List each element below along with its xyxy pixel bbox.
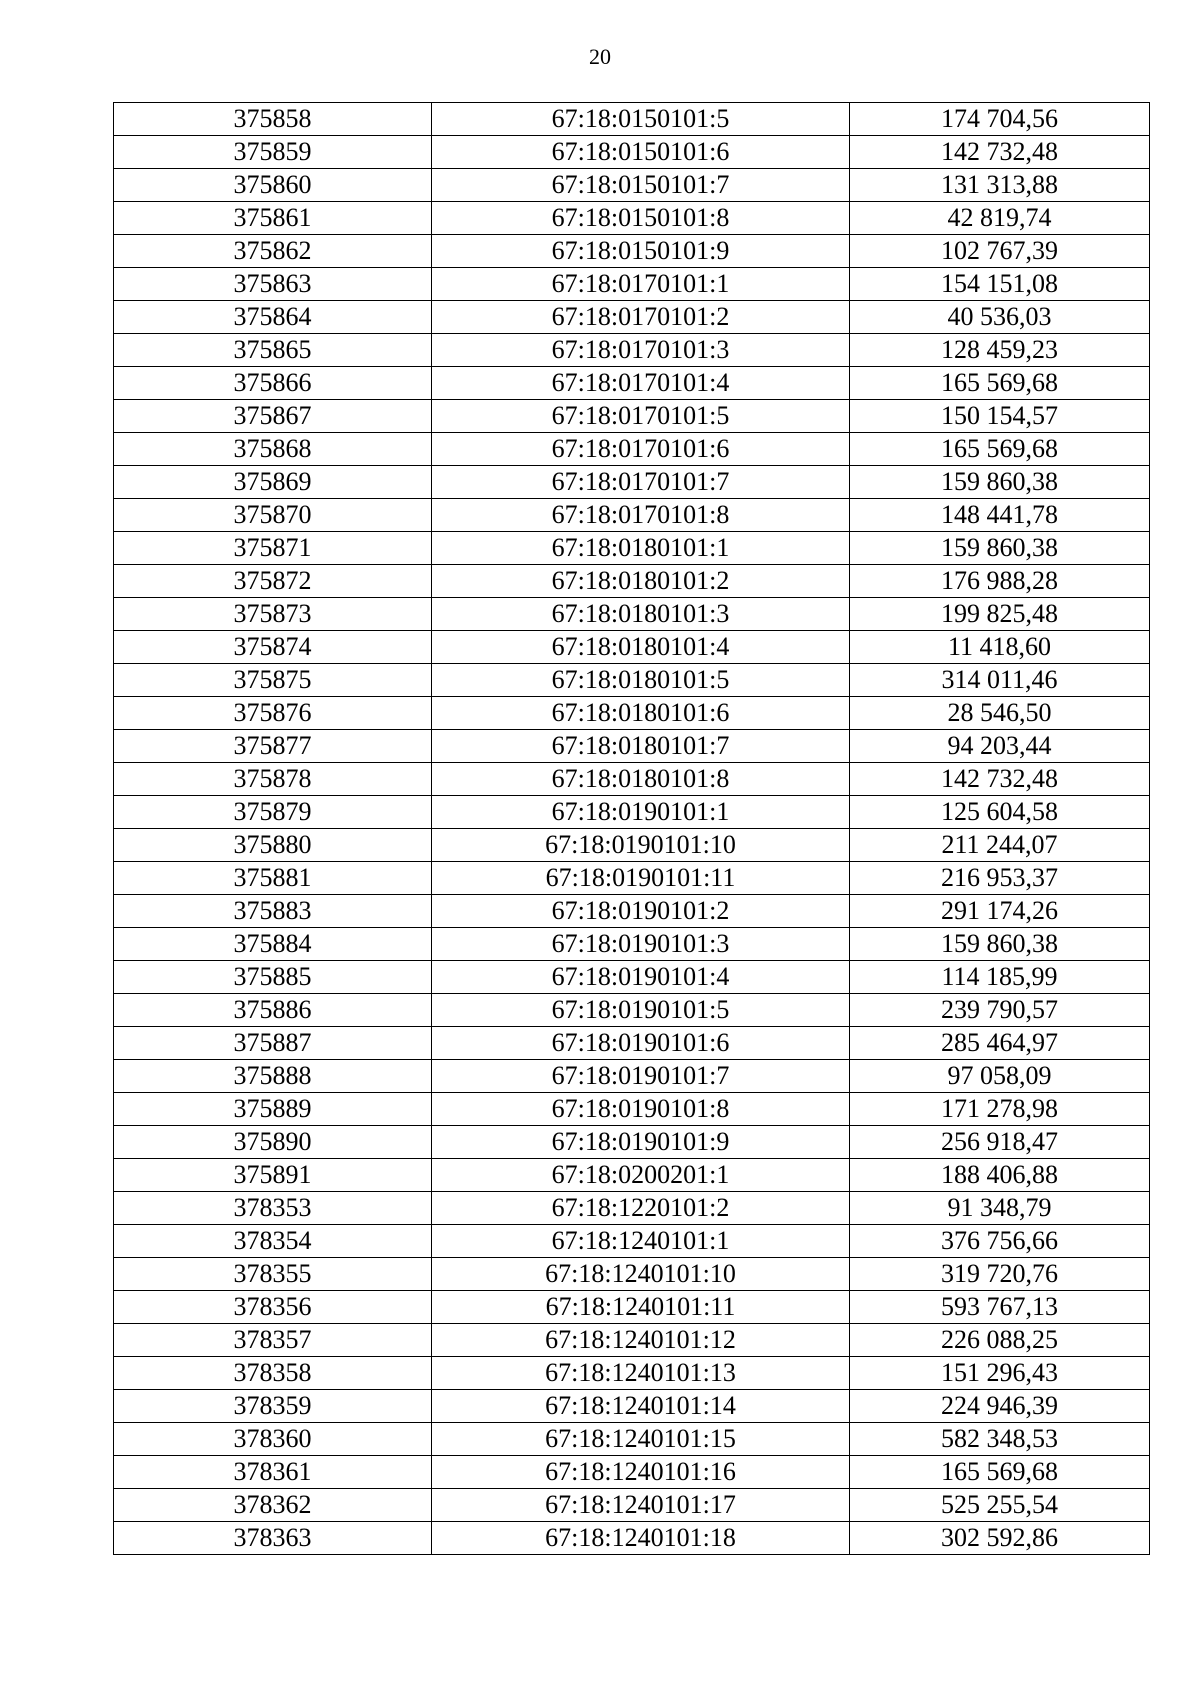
page-number: 20 (589, 44, 611, 69)
cadastral-number-cell: 67:18:0190101:6 (432, 1027, 850, 1060)
record-number-cell: 378362 (114, 1489, 432, 1522)
table-row (114, 235, 1150, 268)
record-number-cell: 378357 (114, 1324, 432, 1357)
record-number-cell: 375863 (114, 268, 432, 301)
record-number-cell: 375874 (114, 631, 432, 664)
cadastral-number-cell: 67:18:0190101:4 (432, 961, 850, 994)
record-number-cell: 375860 (114, 169, 432, 202)
table-row (114, 994, 1150, 1027)
record-number-cell: 375889 (114, 1093, 432, 1126)
cadastral-value-cell: 525 255,54 (850, 1489, 1150, 1522)
cadastral-value-cell: 199 825,48 (850, 598, 1150, 631)
cadastral-number-cell: 67:18:1220101:2 (432, 1192, 850, 1225)
record-number-cell: 375866 (114, 367, 432, 400)
cadastral-number-cell: 67:18:0190101:11 (432, 862, 850, 895)
record-number-cell: 375885 (114, 961, 432, 994)
cadastral-number-cell: 67:18:0150101:9 (432, 235, 850, 268)
table-row (114, 796, 1150, 829)
cadastral-value-cell: 150 154,57 (850, 400, 1150, 433)
table-row (114, 565, 1150, 598)
record-number-cell: 375883 (114, 895, 432, 928)
cadastral-value-cell: 142 732,48 (850, 763, 1150, 796)
cadastral-value-cell: 42 819,74 (850, 202, 1150, 235)
cadastral-value-cell: 582 348,53 (850, 1423, 1150, 1456)
table-row (114, 730, 1150, 763)
record-number-cell: 375876 (114, 697, 432, 730)
cadastral-value-cell: 159 860,38 (850, 466, 1150, 499)
cadastral-value-cell: 159 860,38 (850, 928, 1150, 961)
table-row (114, 1225, 1150, 1258)
cadastral-number-cell: 67:18:0150101:7 (432, 169, 850, 202)
cadastral-value-cell: 226 088,25 (850, 1324, 1150, 1357)
cadastral-value-cell: 302 592,86 (850, 1522, 1150, 1555)
record-number-cell: 375877 (114, 730, 432, 763)
cadastral-number-cell: 67:18:0190101:1 (432, 796, 850, 829)
cadastral-number-cell: 67:18:1240101:13 (432, 1357, 850, 1390)
cadastral-value-cell: 176 988,28 (850, 565, 1150, 598)
table-row (114, 961, 1150, 994)
record-number-cell: 378359 (114, 1390, 432, 1423)
cadastral-value-cell: 151 296,43 (850, 1357, 1150, 1390)
cadastral-number-cell: 67:18:1240101:16 (432, 1456, 850, 1489)
table-row (114, 1258, 1150, 1291)
cadastral-value-cell: 188 406,88 (850, 1159, 1150, 1192)
cadastral-number-cell: 67:18:0150101:6 (432, 136, 850, 169)
cadastral-number-cell: 67:18:0170101:3 (432, 334, 850, 367)
cadastral-value-cell: 165 569,68 (850, 367, 1150, 400)
table-row (114, 631, 1150, 664)
table-row (114, 1027, 1150, 1060)
record-number-cell: 375867 (114, 400, 432, 433)
record-number-cell: 378354 (114, 1225, 432, 1258)
table-row (114, 1357, 1150, 1390)
record-number-cell: 378361 (114, 1456, 432, 1489)
cadastral-value-cell: 291 174,26 (850, 895, 1150, 928)
table-row (114, 169, 1150, 202)
table-row (114, 862, 1150, 895)
table-row (114, 1159, 1150, 1192)
table-row (114, 1522, 1150, 1555)
table-row (114, 598, 1150, 631)
table-body (114, 103, 1150, 1555)
cadastral-value-cell: 256 918,47 (850, 1126, 1150, 1159)
cadastral-value-cell: 40 536,03 (850, 301, 1150, 334)
cadastral-value-cell: 125 604,58 (850, 796, 1150, 829)
cadastral-number-cell: 67:18:0170101:8 (432, 499, 850, 532)
table-row (114, 400, 1150, 433)
cadastral-value-cell: 159 860,38 (850, 532, 1150, 565)
table-row (114, 466, 1150, 499)
cadastral-value-cell: 91 348,79 (850, 1192, 1150, 1225)
table-row (114, 1423, 1150, 1456)
cadastral-value-cell: 224 946,39 (850, 1390, 1150, 1423)
table-row (114, 532, 1150, 565)
record-number-cell: 375858 (114, 103, 432, 136)
record-number-cell: 375881 (114, 862, 432, 895)
cadastral-number-cell: 67:18:0180101:1 (432, 532, 850, 565)
record-number-cell: 375888 (114, 1060, 432, 1093)
table-row (114, 829, 1150, 862)
cadastral-value-cell: 319 720,76 (850, 1258, 1150, 1291)
table-row (114, 1093, 1150, 1126)
table-row (114, 268, 1150, 301)
cadastral-value-cell: 128 459,23 (850, 334, 1150, 367)
table-row (114, 697, 1150, 730)
cadastral-number-cell: 67:18:1240101:1 (432, 1225, 850, 1258)
cadastral-number-cell: 67:18:1240101:12 (432, 1324, 850, 1357)
cadastral-number-cell: 67:18:0190101:7 (432, 1060, 850, 1093)
table-row (114, 895, 1150, 928)
cadastral-number-cell: 67:18:0190101:10 (432, 829, 850, 862)
record-number-cell: 375880 (114, 829, 432, 862)
cadastral-number-cell: 67:18:0180101:4 (432, 631, 850, 664)
table-row (114, 1489, 1150, 1522)
cadastral-number-cell: 67:18:0180101:6 (432, 697, 850, 730)
table-row (114, 499, 1150, 532)
record-number-cell: 375886 (114, 994, 432, 1027)
table-row (114, 301, 1150, 334)
record-number-cell: 378360 (114, 1423, 432, 1456)
cadastral-number-cell: 67:18:0170101:6 (432, 433, 850, 466)
cadastral-number-cell: 67:18:0170101:7 (432, 466, 850, 499)
table-row (114, 136, 1150, 169)
table-row (114, 202, 1150, 235)
cadastral-number-cell: 67:18:0190101:9 (432, 1126, 850, 1159)
record-number-cell: 375887 (114, 1027, 432, 1060)
cadastral-value-cell: 148 441,78 (850, 499, 1150, 532)
cadastral-value-cell: 11 418,60 (850, 631, 1150, 664)
record-number-cell: 375870 (114, 499, 432, 532)
record-number-cell: 375865 (114, 334, 432, 367)
table-row (114, 433, 1150, 466)
cadastral-number-cell: 67:18:0200201:1 (432, 1159, 850, 1192)
cadastral-value-cell: 94 203,44 (850, 730, 1150, 763)
cadastral-value-cell: 171 278,98 (850, 1093, 1150, 1126)
cadastral-number-cell: 67:18:0190101:2 (432, 895, 850, 928)
table-row (114, 367, 1150, 400)
cadastral-value-cell: 165 569,68 (850, 1456, 1150, 1489)
table-row (114, 1060, 1150, 1093)
cadastral-number-cell: 67:18:1240101:17 (432, 1489, 850, 1522)
table-row (114, 1390, 1150, 1423)
table-row (114, 664, 1150, 697)
record-number-cell: 375890 (114, 1126, 432, 1159)
cadastral-number-cell: 67:18:0190101:3 (432, 928, 850, 961)
record-number-cell: 375884 (114, 928, 432, 961)
cadastral-value-cell: 593 767,13 (850, 1291, 1150, 1324)
cadastral-number-cell: 67:18:0170101:4 (432, 367, 850, 400)
cadastral-value-cell: 28 546,50 (850, 697, 1150, 730)
cadastral-value-cell: 216 953,37 (850, 862, 1150, 895)
record-number-cell: 378355 (114, 1258, 432, 1291)
record-number-cell: 375872 (114, 565, 432, 598)
cadastral-number-cell: 67:18:0190101:5 (432, 994, 850, 1027)
record-number-cell: 375875 (114, 664, 432, 697)
cadastral-number-cell: 67:18:1240101:14 (432, 1390, 850, 1423)
record-number-cell: 375871 (114, 532, 432, 565)
table-row (114, 928, 1150, 961)
cadastral-value-cell: 376 756,66 (850, 1225, 1150, 1258)
cadastral-number-cell: 67:18:1240101:11 (432, 1291, 850, 1324)
table-row (114, 334, 1150, 367)
record-number-cell: 375864 (114, 301, 432, 334)
cadastral-number-cell: 67:18:0190101:8 (432, 1093, 850, 1126)
record-number-cell: 375869 (114, 466, 432, 499)
table-row (114, 103, 1150, 136)
cadastral-number-cell: 67:18:0170101:2 (432, 301, 850, 334)
cadastral-value-cell: 174 704,56 (850, 103, 1150, 136)
cadastral-number-cell: 67:18:0180101:8 (432, 763, 850, 796)
record-number-cell: 378356 (114, 1291, 432, 1324)
record-number-cell: 375868 (114, 433, 432, 466)
table-row (114, 1126, 1150, 1159)
cadastral-value-cell: 102 767,39 (850, 235, 1150, 268)
cadastral-value-cell: 239 790,57 (850, 994, 1150, 1027)
record-number-cell: 375878 (114, 763, 432, 796)
record-number-cell: 375873 (114, 598, 432, 631)
cadastral-value-cell: 285 464,97 (850, 1027, 1150, 1060)
cadastral-number-cell: 67:18:0180101:7 (432, 730, 850, 763)
cadastral-number-cell: 67:18:1240101:15 (432, 1423, 850, 1456)
cadastral-number-cell: 67:18:0170101:5 (432, 400, 850, 433)
cadastral-value-cell: 154 151,08 (850, 268, 1150, 301)
record-number-cell: 378353 (114, 1192, 432, 1225)
table-row (114, 1291, 1150, 1324)
record-number-cell: 375891 (114, 1159, 432, 1192)
cadastral-value-cell: 97 058,09 (850, 1060, 1150, 1093)
record-number-cell: 378358 (114, 1357, 432, 1390)
record-number-cell: 375879 (114, 796, 432, 829)
cadastral-number-cell: 67:18:0180101:2 (432, 565, 850, 598)
cadastral-number-cell: 67:18:0180101:5 (432, 664, 850, 697)
table-row (114, 1456, 1150, 1489)
cadastral-value-cell: 114 185,99 (850, 961, 1150, 994)
cadastral-value-cell: 314 011,46 (850, 664, 1150, 697)
land-plot-table (113, 102, 1150, 1555)
record-number-cell: 375861 (114, 202, 432, 235)
cadastral-number-cell: 67:18:1240101:10 (432, 1258, 850, 1291)
record-number-cell: 375859 (114, 136, 432, 169)
cadastral-number-cell: 67:18:0150101:5 (432, 103, 850, 136)
cadastral-value-cell: 211 244,07 (850, 829, 1150, 862)
cadastral-number-cell: 67:18:0150101:8 (432, 202, 850, 235)
table-row (114, 1324, 1150, 1357)
cadastral-number-cell: 67:18:0170101:1 (432, 268, 850, 301)
table-row (114, 1192, 1150, 1225)
cadastral-number-cell: 67:18:0180101:3 (432, 598, 850, 631)
record-number-cell: 378363 (114, 1522, 432, 1555)
cadastral-number-cell: 67:18:1240101:18 (432, 1522, 850, 1555)
cadastral-value-cell: 142 732,48 (850, 136, 1150, 169)
table-row (114, 763, 1150, 796)
cadastral-value-cell: 165 569,68 (850, 433, 1150, 466)
cadastral-value-cell: 131 313,88 (850, 169, 1150, 202)
record-number-cell: 375862 (114, 235, 432, 268)
